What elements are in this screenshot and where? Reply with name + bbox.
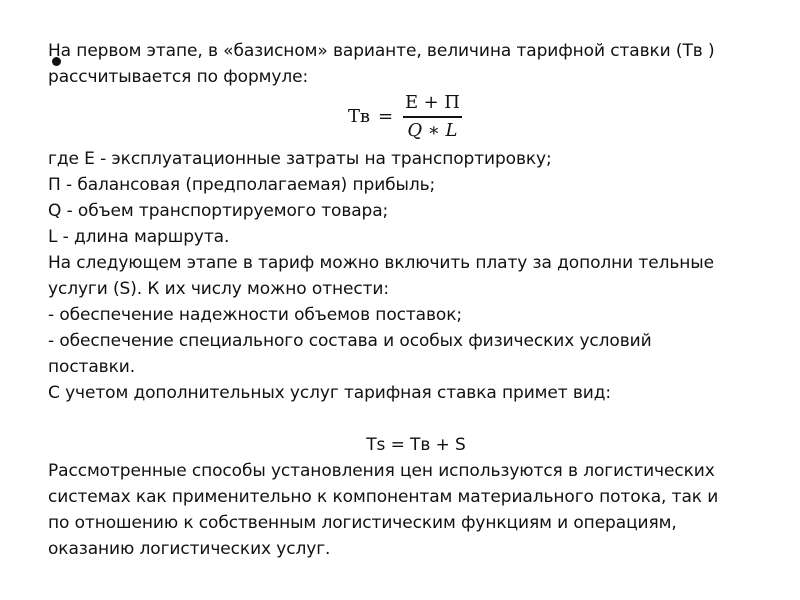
conclusion-line: Рассмотренные способы установления цен используются в логистических	[48, 461, 715, 481]
definition-line: где Е - эксплуатационные затраты на транспортировку;	[48, 149, 552, 169]
service-item-continuation: поставки.	[48, 357, 136, 377]
formula-lead-in: С учетом дополнительных услуг тарифная ставка примет вид:	[48, 383, 612, 403]
intro-line-1: На первом этапе, в «базисном» варианте, величина тарифной ставки (Тв )	[48, 41, 715, 61]
definition-line: П - балансовая (предполагаемая) прибыль;	[48, 175, 436, 195]
definition-line: L - длина маршрута.	[48, 227, 230, 247]
next-step-line-2: услуги (S). К их числу можно отнести:	[48, 279, 389, 299]
spacer	[48, 406, 760, 432]
formula-equals: =	[377, 105, 393, 127]
intro-line-2: рассчитывается по формуле:	[48, 67, 309, 87]
slide-text	[48, 38, 760, 562]
formula-denominator: Q ∗ L	[407, 119, 458, 141]
services-tariff-formula: Тs = Тв + S	[366, 435, 466, 455]
base-tariff-formula	[48, 90, 760, 146]
service-item: - обеспечение специального состава и особых физических условий	[48, 331, 652, 351]
service-item: - обеспечение надежности объемов поставок;	[48, 305, 463, 325]
conclusion-line: системах как применительно к компонентам материального потока, так и	[48, 487, 719, 507]
formula-numerator: Е + П	[404, 92, 460, 113]
definition-line: Q - объем транспортируемого товара;	[48, 201, 389, 221]
formula-fraction	[403, 92, 462, 142]
conclusion-line: оказанию логистических услуг.	[48, 539, 331, 559]
conclusion-line: по отношению к собственным логистическим функциям и операциям,	[48, 513, 677, 533]
formula-lhs: Тв	[348, 105, 370, 127]
next-step-line-1: На следующем этапе в тариф можно включить плату за дополни тельные	[48, 253, 714, 273]
